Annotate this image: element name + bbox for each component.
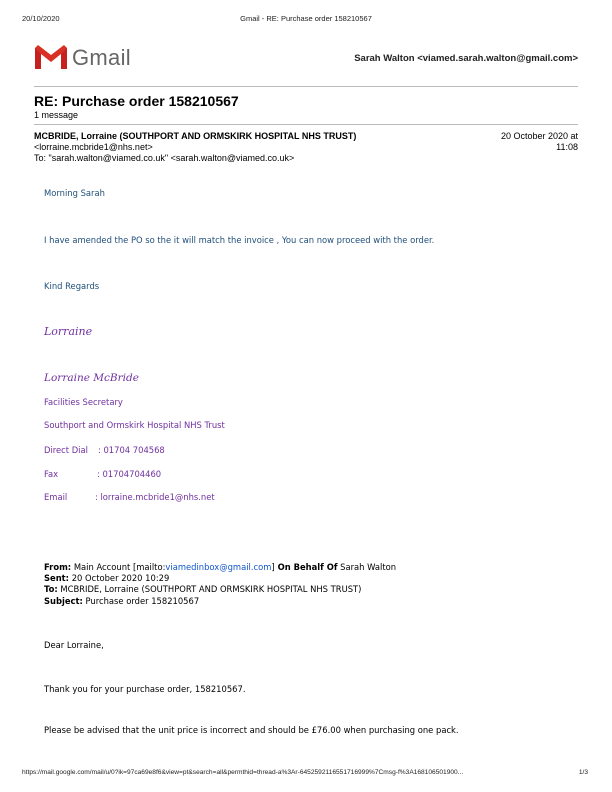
quoted-to-value: MCBRIDE, Lorraine (SOUTHPORT AND ORMSKIRK HOSPITAL NHS TRUST) xyxy=(57,584,362,594)
regards: Kind Regards xyxy=(44,281,100,291)
quoted-subject-label: Subject: xyxy=(44,596,83,606)
message-date-line2: 11:08 xyxy=(556,142,578,152)
gmail-logo[interactable] xyxy=(34,44,134,72)
email-value: : lorraine.mcbride1@nhs.net xyxy=(95,492,215,502)
quoted-from-line xyxy=(44,562,396,572)
fax-label: Fax xyxy=(44,469,59,479)
quoted-from-link[interactable]: viamedinbox@gmail.com xyxy=(165,562,272,572)
sender-email: <lorraine.mcbride1@nhs.net> xyxy=(34,142,153,152)
quoted-subject-value: Purchase order 158210567 xyxy=(82,596,200,606)
quoted-advise: Please be advised that the unit price is incorrect and should be £76.00 when purchasing one pack. xyxy=(44,725,459,735)
fax-value: : 01704704460 xyxy=(97,469,162,479)
signature-name: Lorraine McBride xyxy=(44,372,139,384)
account-name: Sarah Walton <viamed.sarah.walton@gmail.com> xyxy=(354,53,578,64)
quoted-to-label: To: xyxy=(44,584,58,594)
quoted-dear: Dear Lorraine, xyxy=(44,640,104,650)
print-date: 20/10/2020 xyxy=(22,14,60,23)
direct-dial-label: Direct Dial xyxy=(44,445,88,455)
quoted-from-label: From: xyxy=(44,562,72,572)
header-divider xyxy=(34,86,578,87)
thread-divider xyxy=(34,124,578,125)
gmail-wordmark: Gmail xyxy=(72,45,131,70)
print-url: https://mail.google.com/mail/u/0?ik=97ca69e8f6&view=pt&search=all&permthid=thread-a%3Ar-6452592116551716999%7Cmsg-f%3A168106501900... xyxy=(22,769,464,776)
quoted-from-after: ] xyxy=(271,562,275,572)
quoted-thanks: Thank you for your purchase order, 158210567. xyxy=(44,684,246,694)
message-date-line1: 20 October 2020 at xyxy=(500,131,578,141)
quoted-to-line xyxy=(44,584,361,594)
quoted-sent-label: Sent: xyxy=(44,573,70,583)
greeting: Morning Sarah xyxy=(44,188,105,198)
signature-role: Facilities Secretary xyxy=(44,397,123,407)
recipient-line: To: "sarah.walton@viamed.co.uk" <sarah.walton@viamed.co.uk> xyxy=(34,153,295,163)
quoted-sent-line xyxy=(44,573,169,583)
message-date xyxy=(501,131,578,153)
quoted-behalf-label: On Behalf Of xyxy=(274,562,338,572)
body-paragraph: I have amended the PO so the it will match the invoice , You can now proceed with the order. xyxy=(44,235,435,245)
message-count: 1 message xyxy=(34,110,79,120)
print-title: Gmail - RE: Purchase order 158210567 xyxy=(240,14,372,23)
print-page-number: 1/3 xyxy=(578,769,588,776)
thread-subject: RE: Purchase order 158210567 xyxy=(34,93,239,109)
gmail-envelope-icon xyxy=(34,44,68,70)
quoted-sent-value: 20 October 2020 10:29 xyxy=(69,573,170,583)
quoted-from-value: Main Account [mailto: xyxy=(71,562,166,572)
quoted-behalf-value: Sarah Walton xyxy=(337,562,397,572)
signature-script: Lorraine xyxy=(44,325,93,338)
email-label: Email xyxy=(44,492,68,502)
signature-org: Southport and Ormskirk Hospital NHS Trust xyxy=(44,420,225,430)
quoted-subject-line xyxy=(44,596,199,606)
sender-name: MCBRIDE, Lorraine (SOUTHPORT AND ORMSKIRK HOSPITAL NHS TRUST) xyxy=(34,131,357,141)
direct-dial-value: : 01704 704568 xyxy=(98,445,165,455)
